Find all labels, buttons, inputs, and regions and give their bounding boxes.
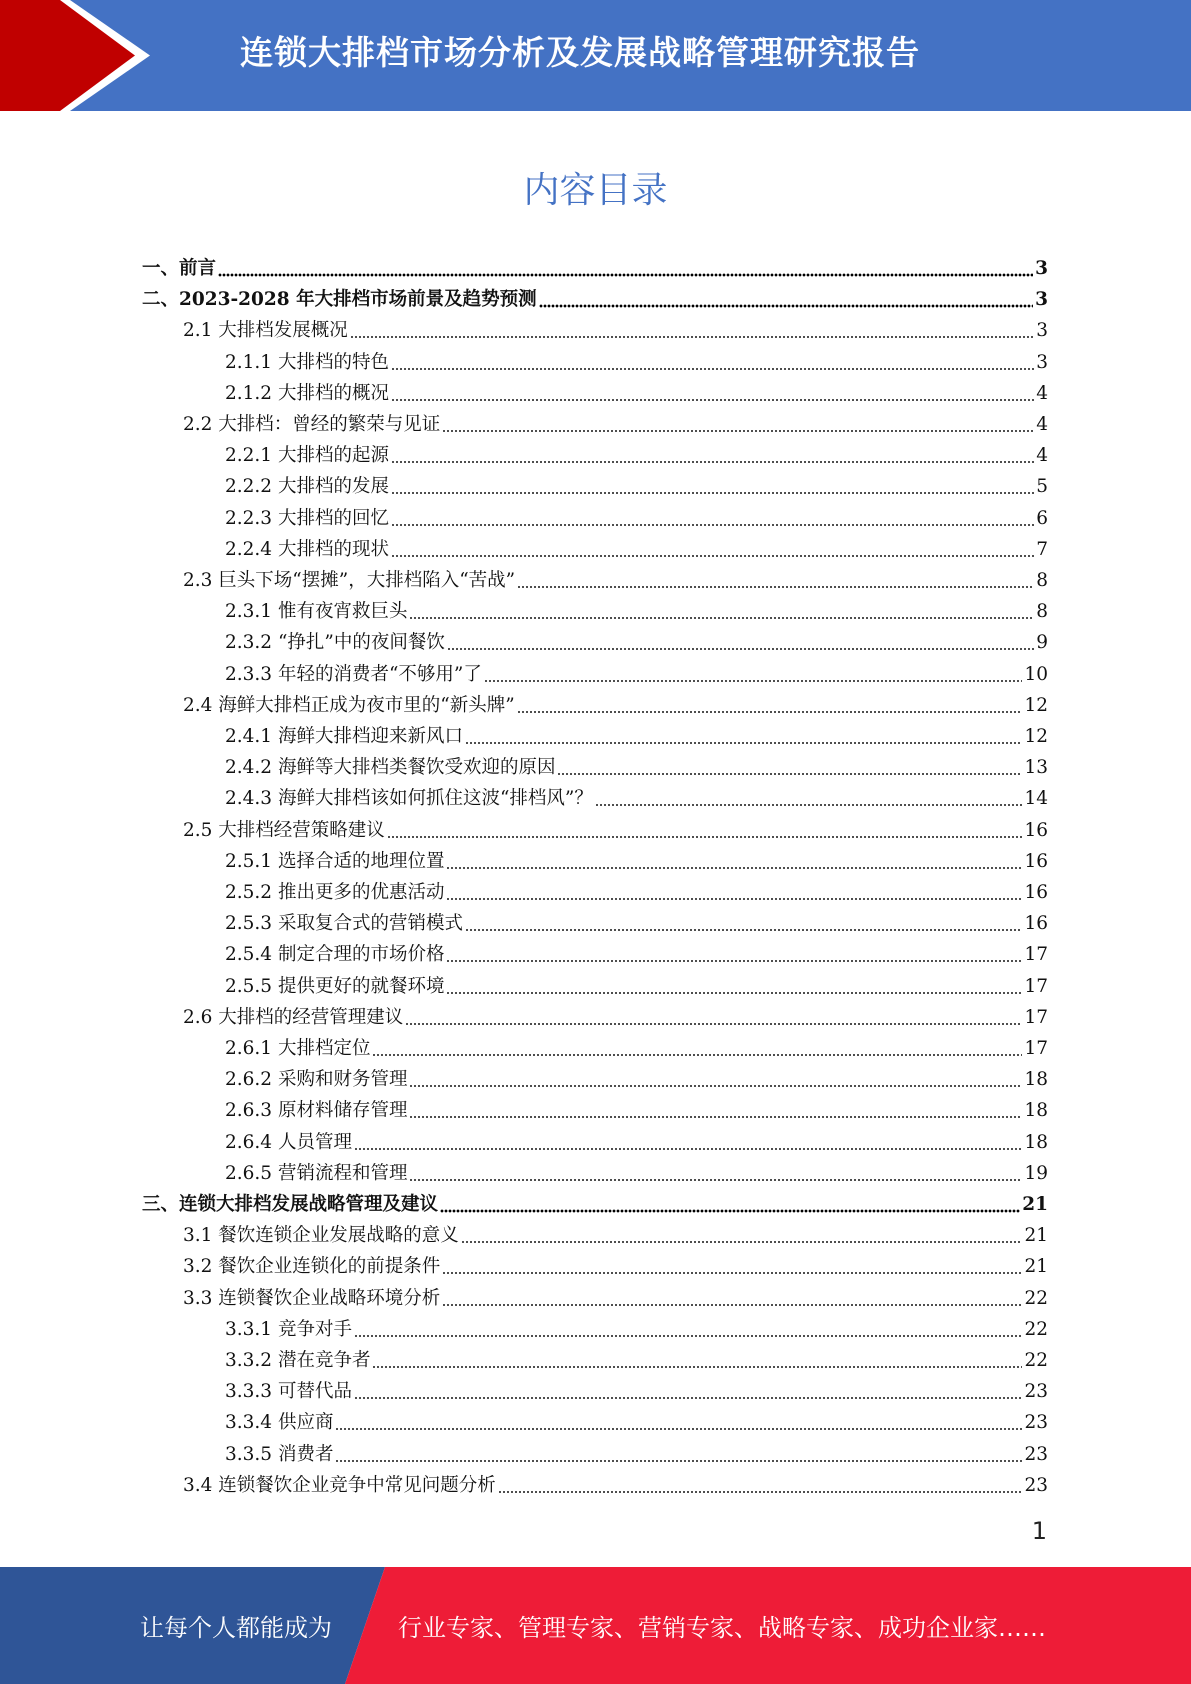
toc-entry[interactable] (225, 503, 1048, 534)
toc-entry[interactable] (225, 1095, 1048, 1126)
toc-entry-title: 2.4.2 海鲜等大排档类餐饮受欢迎的原因 (225, 757, 556, 779)
toc-entry-title: 三、连锁大排档发展战略管理及建议 (142, 1194, 439, 1215)
toc-entry-title: 2.2 大排档：曾经的繁荣与见证 (183, 414, 441, 435)
toc-entry[interactable] (225, 939, 1048, 970)
toc-entry-page: 7 (1036, 538, 1048, 560)
toc-dot-leader (557, 770, 1022, 776)
toc-dot-leader (498, 1488, 1023, 1494)
toc-dot-leader (372, 1363, 1022, 1369)
toc-dot-leader (387, 833, 1023, 839)
toc-entry-title: 二、2023-2028 年大排档市场前景及趋势预测 (142, 289, 537, 311)
toc-dot-leader (391, 365, 1034, 371)
toc-entry-page: 14 (1024, 788, 1048, 810)
toc-entry[interactable] (183, 1251, 1048, 1282)
toc-dot-leader (465, 926, 1022, 932)
toc-entry[interactable] (225, 1127, 1048, 1158)
toc-entry[interactable] (183, 1470, 1048, 1501)
toc-entry-page: 23 (1024, 1381, 1048, 1403)
toc-dot-leader (391, 489, 1034, 495)
toc-entry-title: 2.6.3 原材料储存管理 (225, 1100, 408, 1122)
toc-entry-page: 18 (1024, 1100, 1048, 1122)
toc-entry[interactable] (225, 1407, 1048, 1438)
toc-dot-leader (440, 1207, 1020, 1213)
toc-dot-leader (409, 1176, 1022, 1182)
toc-entry[interactable] (225, 877, 1048, 908)
toc-entry[interactable] (183, 1002, 1048, 1033)
toc-entry-page: 16 (1024, 850, 1048, 872)
toc-entry-page: 21 (1024, 1225, 1048, 1247)
toc-dot-leader (442, 1269, 1022, 1275)
toc-entry-page: 12 (1024, 726, 1048, 747)
toc-entry-title: 3.3.2 潜在竞争者 (225, 1350, 371, 1371)
toc-entry-title: 2.6 大排档的经营管理建议 (183, 1006, 404, 1028)
toc-entry[interactable] (225, 752, 1048, 783)
toc-entry-title: 2.3.1 惟有夜宵救巨头 (225, 601, 408, 623)
toc-entry-title: 2.1.1 大排档的特色 (225, 351, 389, 373)
toc-entry-title: 2.5 大排档经营策略建议 (183, 819, 385, 841)
toc-entry-title: 2.6.4 人员管理 (225, 1131, 352, 1153)
toc-entry-page: 16 (1024, 819, 1048, 841)
toc-entry[interactable] (225, 347, 1048, 378)
toc-entry-title: 3.3.4 供应商 (225, 1412, 334, 1434)
toc-entry-page: 21 (1022, 1194, 1048, 1215)
toc-entry-page: 18 (1024, 1131, 1048, 1153)
toc-entry-page: 22 (1024, 1318, 1048, 1340)
footer-slogan-right: 行业专家、管理专家、营销专家、战略专家、成功企业家…… (398, 1614, 1046, 1642)
toc-entry-title: 2.2.4 大排档的现状 (225, 538, 389, 560)
report-title: 连锁大排档市场分析及发展战略管理研究报告 (240, 33, 920, 72)
toc-entry[interactable] (183, 690, 1048, 721)
toc-entry-page: 18 (1024, 1069, 1048, 1091)
toc-entry[interactable] (183, 409, 1048, 440)
toc-entry-title: 2.4.1 海鲜大排档迎来新风口 (225, 726, 463, 747)
toc-entry-title: 2.2.1 大排档的起源 (225, 445, 389, 467)
toc-dot-leader (517, 583, 1034, 589)
toc-entry[interactable] (225, 1439, 1048, 1470)
toc-entry[interactable] (225, 596, 1048, 627)
toc-entry[interactable] (225, 1064, 1048, 1095)
toc-entry-title: 2.3 巨头下场“摆摊”，大排档陷入“苦战” (183, 570, 516, 591)
toc-entry-page: 19 (1024, 1162, 1048, 1184)
toc-entry-page: 9 (1036, 632, 1048, 654)
toc-entry[interactable] (225, 1376, 1048, 1407)
toc-entry[interactable] (225, 627, 1048, 658)
toc-entry[interactable] (183, 1220, 1048, 1251)
toc-entry-title: 2.4.3 海鲜大排档该如何抓住这波“排档风”？ (225, 788, 593, 810)
toc-entry-page: 17 (1024, 944, 1048, 966)
toc-entry-page: 8 (1036, 570, 1048, 591)
toc-dot-leader (595, 801, 1023, 807)
toc-entry-page: 16 (1024, 913, 1048, 935)
toc-entry-page: 3 (1035, 289, 1048, 311)
toc-entry[interactable] (225, 846, 1048, 877)
toc-entry-page: 23 (1024, 1474, 1048, 1496)
toc-entry-page: 4 (1036, 382, 1048, 404)
toc-entry[interactable] (225, 1033, 1048, 1064)
toc-entry[interactable] (183, 815, 1048, 846)
toc-entry[interactable] (183, 315, 1048, 346)
toc-dot-leader (409, 614, 1034, 620)
toc-dot-leader (335, 1457, 1022, 1463)
toc-entry-page: 13 (1024, 757, 1048, 779)
toc-entry[interactable] (183, 565, 1048, 596)
toc-entry-page: 3 (1035, 258, 1048, 279)
toc-entry[interactable] (225, 783, 1048, 814)
toc-dot-leader (461, 1238, 1023, 1244)
toc-dot-leader (391, 458, 1034, 464)
toc-entry-title: 3.3 连锁餐饮企业战略环境分析 (183, 1287, 441, 1309)
toc-dot-leader (405, 1020, 1022, 1026)
toc-dot-leader (372, 1051, 1022, 1057)
toc-entry-page: 3 (1036, 320, 1048, 342)
footer-banner (0, 1567, 1191, 1684)
toc-entry[interactable] (225, 440, 1048, 471)
toc-dot-leader (354, 1332, 1023, 1338)
toc-dot-leader (409, 1113, 1022, 1119)
toc-dot-leader (446, 989, 1022, 995)
toc-dot-leader (465, 739, 1022, 745)
toc-entry-page: 22 (1024, 1287, 1048, 1309)
toc-dot-leader (391, 552, 1034, 558)
toc-entry-page: 5 (1036, 476, 1048, 498)
toc-entry-page: 22 (1024, 1350, 1048, 1371)
toc-dot-leader (442, 427, 1034, 433)
toc-dot-leader (391, 521, 1034, 527)
page-number: 1 (1031, 1517, 1047, 1545)
toc-entry[interactable] (142, 253, 1048, 284)
toc-entry-title: 2.2.3 大排档的回忆 (225, 507, 389, 529)
toc-entry-page: 23 (1024, 1443, 1048, 1465)
toc-entry-page: 17 (1024, 1038, 1048, 1059)
toc-entry-title: 3.1 餐饮连锁企业发展战略的意义 (183, 1225, 459, 1247)
header-banner (0, 0, 1191, 111)
toc-entry[interactable] (225, 534, 1048, 565)
toc-entry-page: 12 (1024, 694, 1048, 716)
toc-entry-title: 2.5.5 提供更好的就餐环境 (225, 975, 445, 997)
toc-entry-title: 2.6.5 营销流程和管理 (225, 1162, 408, 1184)
toc-entry[interactable] (225, 471, 1048, 502)
toc-entry-page: 8 (1036, 601, 1048, 623)
toc-dot-leader (335, 1425, 1022, 1431)
toc-entry-page: 3 (1036, 351, 1048, 373)
toc-entry[interactable] (225, 908, 1048, 939)
toc-entry-title: 2.1.2 大排档的概况 (225, 382, 389, 404)
toc-dot-leader (350, 333, 1034, 339)
toc-dot-leader (354, 1394, 1023, 1400)
toc-entry-title: 2.5.3 采取复合式的营销模式 (225, 913, 463, 935)
toc-entry[interactable] (225, 971, 1048, 1002)
toc-entry-page: 4 (1036, 414, 1048, 435)
toc-dot-leader (447, 645, 1034, 651)
toc-entry[interactable] (225, 1345, 1048, 1376)
footer-slogan-left: 让每个人都能成为 (140, 1614, 332, 1642)
toc-dot-leader (446, 864, 1022, 870)
toc-entry[interactable] (183, 1283, 1048, 1314)
toc-entry-title: 3.3.1 竞争对手 (225, 1318, 352, 1340)
toc-dot-leader (446, 957, 1022, 963)
toc-entry-title: 3.4 连锁餐饮企业竞争中常见问题分析 (183, 1474, 496, 1496)
toc-entry[interactable] (225, 659, 1048, 690)
toc-entry[interactable] (225, 1158, 1048, 1189)
toc-entry-page: 6 (1036, 507, 1048, 529)
toc-entry-page: 23 (1024, 1412, 1048, 1434)
toc-entry-page: 16 (1024, 882, 1048, 903)
toc-entry[interactable] (225, 1314, 1048, 1345)
toc-entry-title: 2.6.2 采购和财务管理 (225, 1069, 408, 1091)
toc-entry-title: 2.3.2 “挣扎”中的夜间餐饮 (225, 632, 445, 654)
toc-entry-title: 2.3.3 年轻的消费者“不够用”了 (225, 663, 482, 685)
toc-entry-title: 2.5.1 选择合适的地理位置 (225, 850, 445, 872)
toc-entry-title: 3.2 餐饮企业连锁化的前提条件 (183, 1256, 441, 1278)
toc-entry-title: 2.1 大排档发展概况 (183, 320, 348, 342)
toc-dot-leader (354, 1145, 1023, 1151)
toc-entry[interactable] (142, 284, 1048, 315)
toc-entry-title: 2.4 海鲜大排档正成为夜市里的“新头牌” (183, 694, 515, 716)
toc-entry[interactable] (142, 1189, 1048, 1220)
toc-dot-leader (539, 302, 1034, 308)
toc-entry-title: 3.3.5 消费者 (225, 1443, 334, 1465)
toc-dot-leader (218, 271, 1033, 277)
toc-entry-title: 2.2.2 大排档的发展 (225, 476, 389, 498)
toc-entry-page: 21 (1024, 1256, 1048, 1278)
toc-entry-page: 4 (1036, 445, 1048, 467)
toc-entry-title: 3.3.3 可替代品 (225, 1381, 352, 1403)
toc-dot-leader (409, 1082, 1022, 1088)
toc-entry[interactable] (225, 721, 1048, 752)
toc-entry-page: 17 (1024, 1006, 1048, 1028)
toc-entry-page: 10 (1024, 663, 1048, 685)
toc-entry-title: 2.6.1 大排档定位 (225, 1038, 371, 1059)
toc-entry-page: 17 (1024, 975, 1048, 997)
toc-entry-title: 2.5.4 制定合理的市场价格 (225, 944, 445, 966)
toc-dot-leader (442, 1301, 1022, 1307)
toc-dot-leader (391, 396, 1034, 402)
toc-entry-title: 2.5.2 推出更多的优惠活动 (225, 882, 445, 903)
toc-dot-leader (446, 895, 1022, 901)
toc-dot-leader (484, 677, 1023, 683)
toc-heading: 内容目录 (523, 170, 668, 211)
toc-entry-title: 一、前言 (142, 258, 217, 279)
toc-entry[interactable] (225, 378, 1048, 409)
toc-dot-leader (517, 708, 1023, 714)
